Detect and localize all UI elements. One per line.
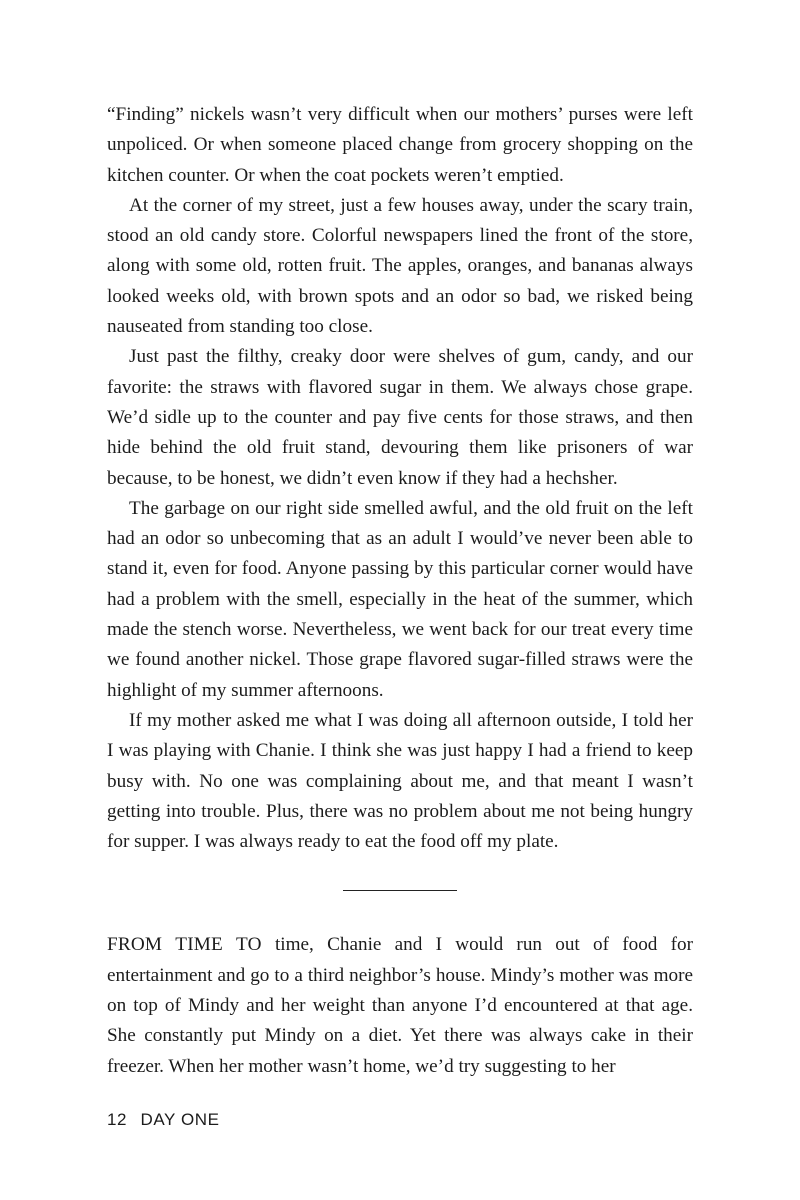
running-head: DAY ONE — [140, 1110, 220, 1129]
paragraph-3: Just past the filthy, creaky door were shelves of gum, candy, and our favorite: the straws with flavored sugar in them. We always chose grape. We’d sidle up to the counter and pay five cents for those straws, and then hide behind the old fruit stand, devouring them like prisoners of war because, to be honest, we didn’t even know if they had a hechsher. — [107, 346, 693, 489]
section-break-rule — [343, 890, 457, 891]
paragraph-4: The garbage on our right side smelled awful, and the old fruit on the left had an odor so unbecoming that as an adult I would’ve never been able to stand it, even for food. Anyone passing by this particular corner would have had a problem with the smell, especially in the heat of the summer, which made the stench worse. Nevertheless, we went back for our treat every time we found another nickel. Those grape flavored sugar-filled straws were the highlight of my summer afternoons. — [107, 497, 693, 701]
paragraph-5: If my mother asked me what I was doing all afternoon outside, I told her I was playing with Chanie. I think she was just happy I had a friend to keep busy with. No one was complaining about me, and that meant I wasn’t getting into trouble. Plus, there was no problem about me not being hungry for supper. I was always ready to eat the food off my plate. — [107, 709, 693, 853]
page-number: 12 — [107, 1110, 128, 1129]
page-footer — [107, 1110, 220, 1130]
section-lead-in: FROM TIME TO — [107, 934, 262, 956]
paragraph-6 — [107, 930, 693, 1081]
page-body — [107, 100, 693, 1082]
section-text: time, Chanie and I would run out of food for entertainment and go to a third neighbor’s house. Mindy’s mother was more on top of Mindy and her weight than anyone I’d encountered at that age. She constantly put Mindy on a diet. Yet there was always cake in their freezer. When her mother wasn’t home, we’d try suggesting to her — [107, 934, 694, 1077]
paragraph-2: At the corner of my street, just a few houses away, under the scary train, stood an old candy store. Colorful newspapers lined the front of the store, along with some old, rotten fruit. The apples, oranges, and bananas always looked weeks old, with brown spots and an odor so bad, we risked being nauseated from standing too close. — [107, 194, 693, 338]
paragraph-1: “Finding” nickels wasn’t very difficult when our mothers’ purses were left unpoliced. Or when someone placed change from grocery shopping on the kitchen counter. Or when the coat pockets weren’t emptied. — [107, 104, 693, 186]
